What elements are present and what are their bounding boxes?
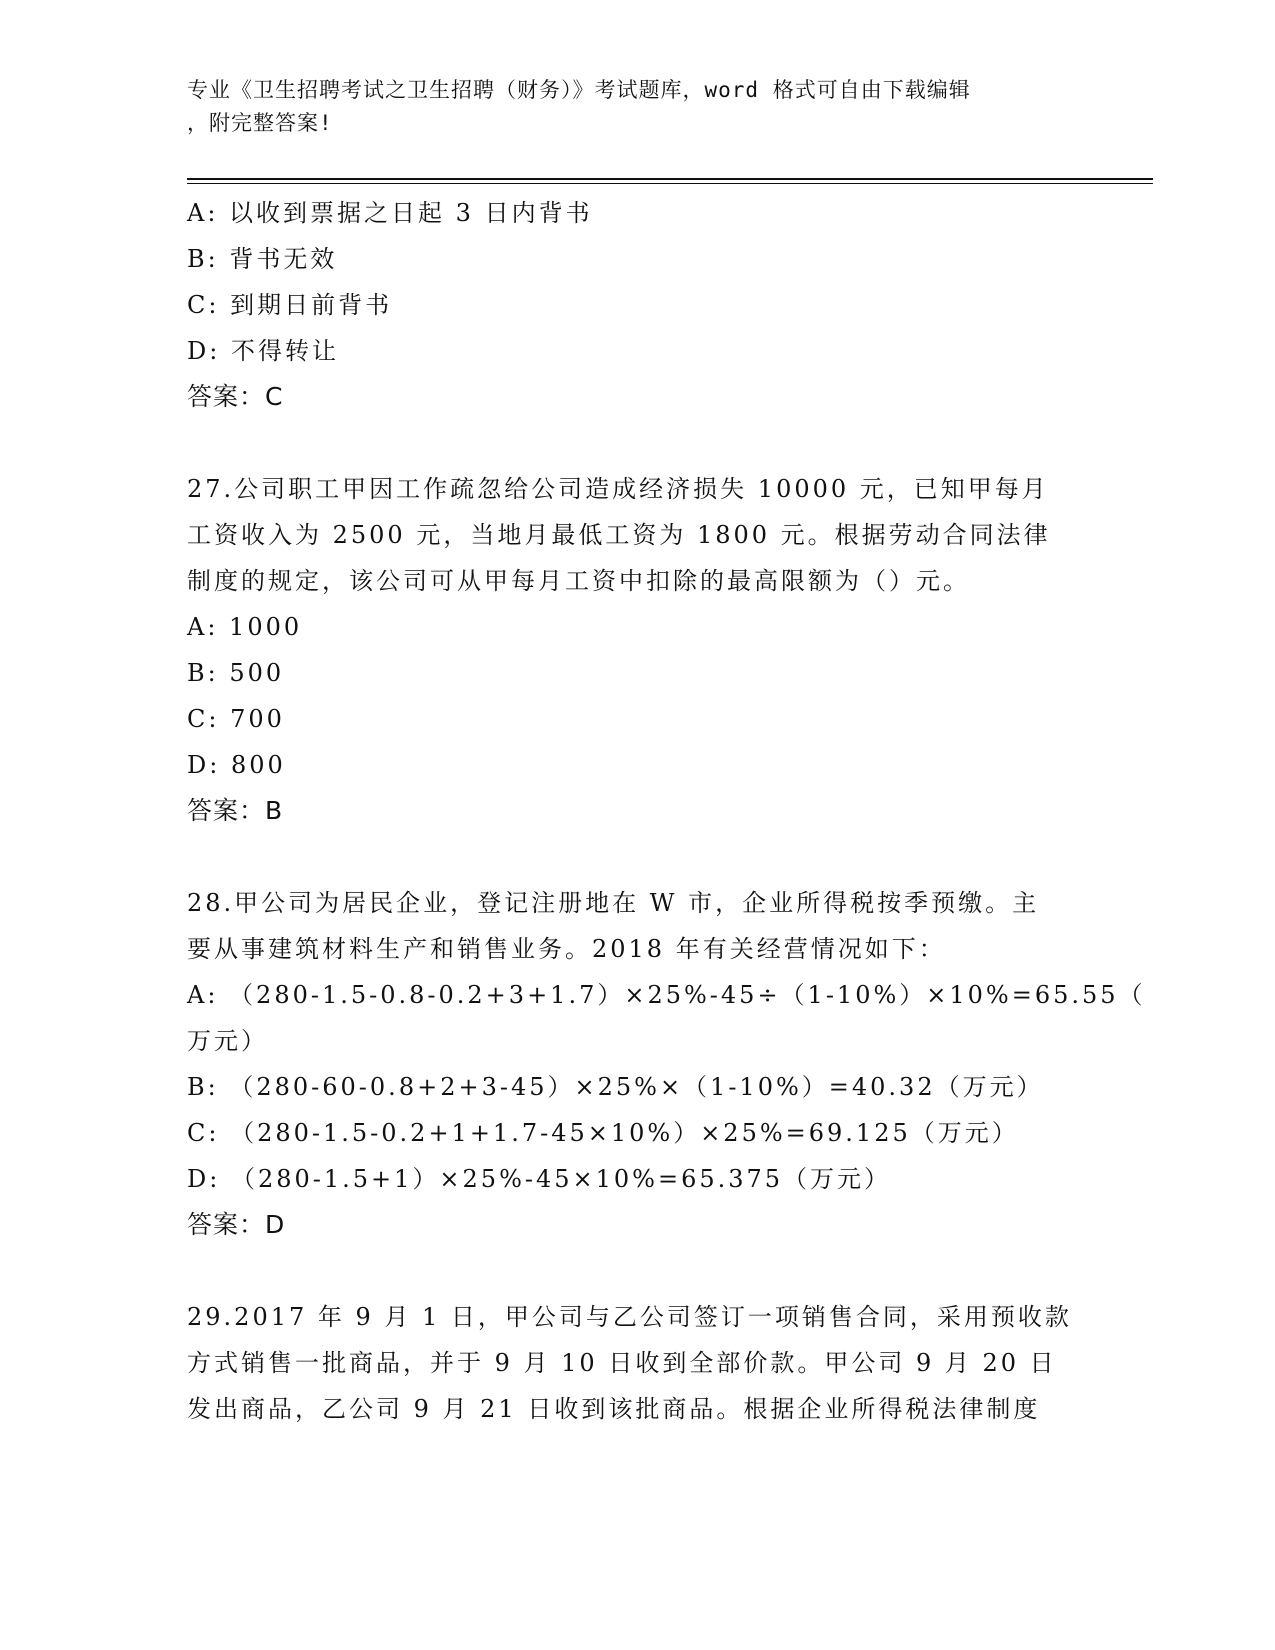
option-d: D: 不得转让 bbox=[187, 337, 339, 365]
option-a: A: 以收到票据之日起 3 日内背书 bbox=[187, 199, 593, 227]
document-header bbox=[187, 74, 1087, 140]
question-text-line: 工资收入为 2500 元，当地月最低工资为 1800 元。根据劳动合同法律 bbox=[187, 521, 1051, 549]
question-26-tail bbox=[187, 190, 1087, 420]
question-text-line: 29.2017 年 9 月 1 日，甲公司与乙公司签订一项销售合同，采用预收款 bbox=[187, 1303, 1072, 1331]
option-a: A: （280-1.5-0.8-0.2+3+1.7）×25%-45÷（1-10%）×10%=65.55（ bbox=[187, 981, 1146, 1009]
question-text-line: 发出商品，乙公司 9 月 21 日收到该批商品。根据企业所得税法律制度 bbox=[187, 1395, 1041, 1423]
option-a-continued: 万元） bbox=[187, 1027, 268, 1055]
answer: 答案：D bbox=[187, 1210, 286, 1239]
question-27 bbox=[187, 466, 1087, 834]
option-b: B: 500 bbox=[187, 659, 285, 687]
spacer bbox=[187, 834, 1087, 880]
option-c: C: （280-1.5-0.2+1+1.7-45×10%）×25%=69.125（万元） bbox=[187, 1119, 1019, 1147]
option-c: C: 700 bbox=[187, 705, 285, 733]
header-rule-thick bbox=[187, 178, 1153, 180]
answer: 答案：B bbox=[187, 796, 284, 825]
question-text-line: 27.公司职工甲因工作疏忽给公司造成经济损失 10000 元，已知甲每月 bbox=[187, 475, 1049, 503]
question-29 bbox=[187, 1294, 1087, 1432]
option-d: D: 800 bbox=[187, 751, 286, 779]
question-text-line: 方式销售一批商品，并于 9 月 10 日收到全部价款。甲公司 9 月 20 日 bbox=[187, 1349, 1057, 1377]
option-b: B: （280-60-0.8+2+3-45）×25%×（1-10%）=40.32（万元） bbox=[187, 1073, 1044, 1101]
question-text-line: 要从事建筑材料生产和销售业务。2018 年有关经营情况如下： bbox=[187, 935, 946, 963]
answer: 答案：C bbox=[187, 382, 284, 411]
header-line-1: 专业《卫生招聘考试之卫生招聘（财务）》考试题库，word 格式可自由下载编辑 bbox=[187, 78, 971, 102]
question-28 bbox=[187, 880, 1146, 1248]
option-c: C: 到期日前背书 bbox=[187, 291, 393, 319]
option-b: B: 背书无效 bbox=[187, 245, 338, 273]
spacer bbox=[187, 1248, 1087, 1294]
question-text-line: 制度的规定，该公司可从甲每月工资中扣除的最高限额为（）元。 bbox=[187, 567, 970, 595]
header-rule-thin bbox=[187, 183, 1153, 184]
spacer bbox=[187, 420, 1087, 466]
question-text-line: 28.甲公司为居民企业，登记注册地在 W 市，企业所得税按季预缴。主 bbox=[187, 889, 1040, 917]
option-d: D: （280-1.5+1）×25%-45×10%=65.375（万元） bbox=[187, 1165, 892, 1193]
document-body bbox=[187, 190, 1146, 1432]
header-line-2: ，附完整答案! bbox=[187, 111, 333, 135]
option-a: A: 1000 bbox=[187, 613, 303, 641]
